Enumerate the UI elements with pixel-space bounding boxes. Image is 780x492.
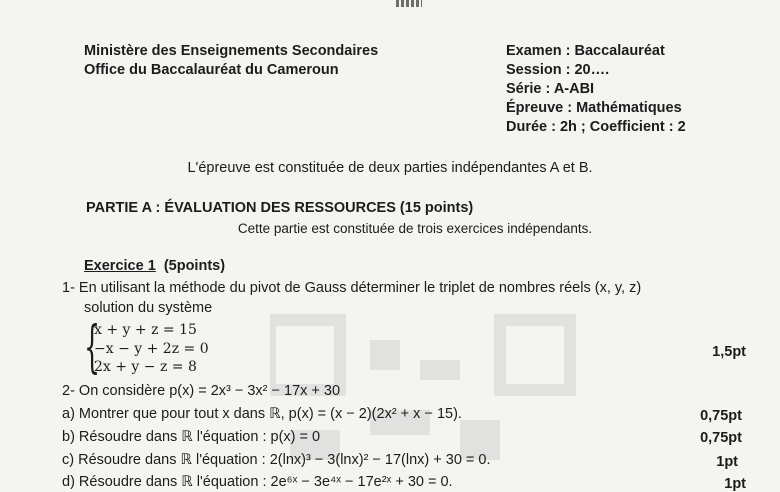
intro-text: L'épreuve est constituée de deux parties indépendantes A et B. [187, 160, 593, 176]
system-equation-3: 2x + y − z = 8 [94, 359, 197, 375]
partie-a-title: PARTIE A : ÉVALUATION DES RESSOURCES (15 points) [86, 200, 474, 216]
serie-line: Série : A-ABI [506, 81, 595, 97]
question-2d-points: 1pt [724, 476, 746, 492]
question-2-intro: 2- On considère p(x) = 2x³ − 3x² − 17x + 30 [62, 383, 341, 399]
system-equation-2: −x − y + 2z = 0 [94, 340, 209, 357]
session-line: Session : 20…. [506, 62, 610, 78]
question-2a-points: 0,75pt [700, 408, 742, 424]
office-line: Office du Baccalauréat du Cameroun [84, 62, 339, 78]
left-brace-icon: { [84, 315, 101, 380]
question-2d: d) Résoudre dans ℝ l'équation : 2e⁶ˣ − 3e⁴ˣ − 17e²ˣ + 30 = 0. [62, 474, 453, 490]
question-1-line-1: 1- En utilisant la méthode du pivot de Gauss déterminer le triplet de nombres réels (x, y, z) [62, 280, 642, 296]
exam-line: Examen : Baccalauréat [506, 43, 665, 59]
question-2a: a) Montrer que pour tout x dans ℝ, p(x) = (x − 2)(2x² + x − 15). [62, 406, 462, 422]
exercise-1-heading [84, 258, 225, 274]
question-2b: b) Résoudre dans ℝ l'équation : p(x) = 0 [62, 429, 321, 445]
epreuve-line: Épreuve : Mathématiques [506, 100, 682, 116]
exercise-1-title: Exercice 1 [84, 258, 156, 274]
question-1-points: 1,5pt [712, 344, 746, 360]
question-2b-points: 0,75pt [700, 430, 742, 446]
question-2c-points: 1pt [716, 454, 738, 470]
ministry-line: Ministère des Enseignements Secondaires [84, 43, 379, 59]
system-equation-1: x + y + z = 15 [94, 322, 197, 338]
question-2c: c) Résoudre dans ℝ l'équation : 2(lnx)³ − 3(lnx)² − 17(lnx) + 30 = 0. [62, 452, 491, 468]
header-left [84, 42, 378, 80]
exercise-1-points: (5points) [163, 258, 226, 274]
duree-line: Durée : 2h ; Coefficient : 2 [506, 119, 686, 135]
partie-a-subtitle: Cette partie est constituée de trois exercices indépendants. [237, 221, 593, 236]
header-right [506, 42, 686, 137]
qr-code-fragment [396, 0, 422, 7]
question-1-line-2: solution du système [84, 300, 213, 316]
